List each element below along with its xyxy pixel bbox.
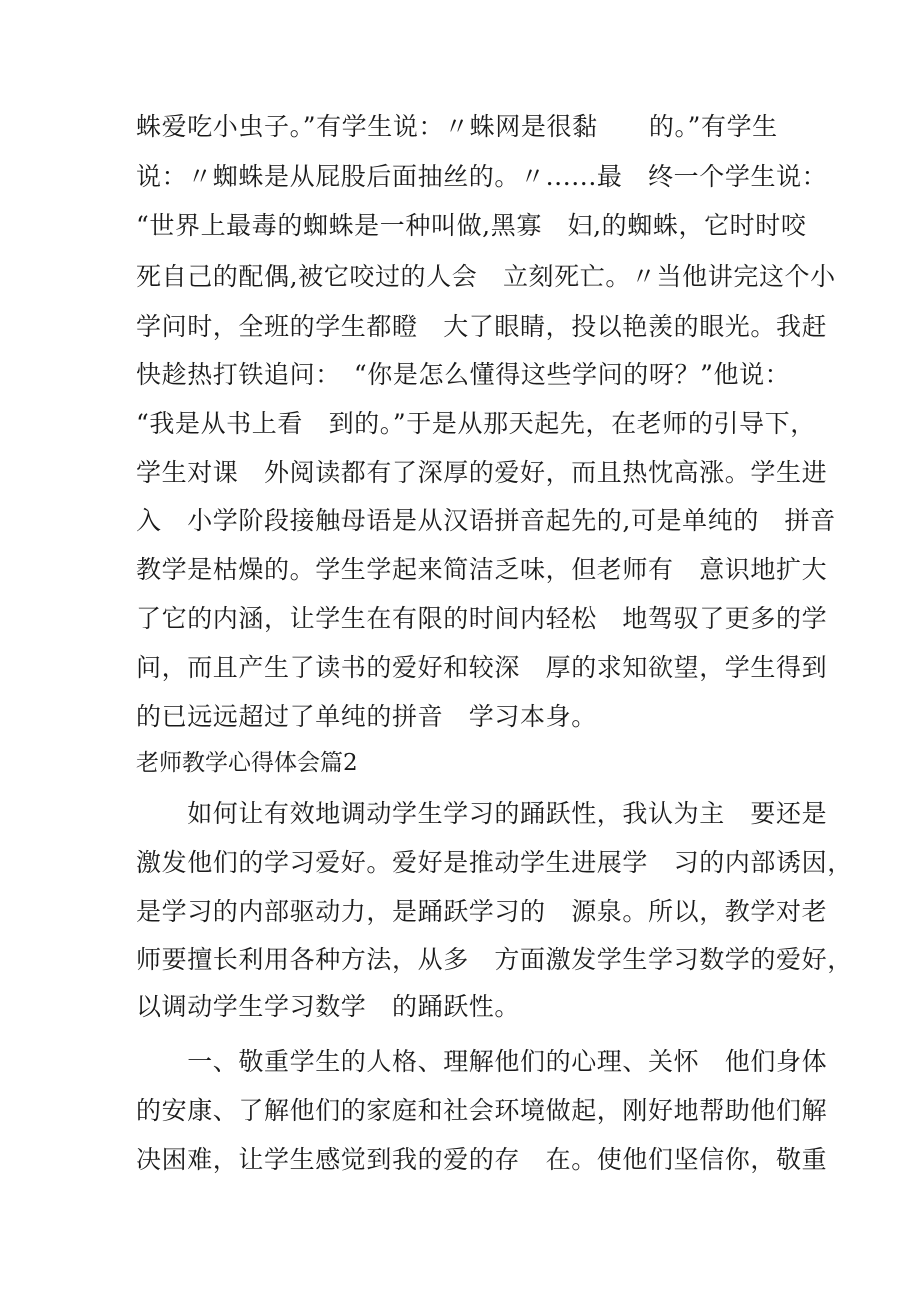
text-line: 入 小学阶段接触母语是从汉语拼音起先的,可是单纯的 拼音 [136, 506, 836, 535]
section-heading: 老师教学心得体会篇2 [136, 750, 358, 776]
text-line: 激发他们的学习爱好。爱好是推动学生进展学 习的内部诱因， [136, 848, 853, 877]
text-line: 决困难，让学生感觉到我的爱的存 在。使他们坚信你，敬重 [136, 1145, 828, 1174]
text-line: 师要擅长利用各种方法，从多 方面激发学生学习数学的爱好， [136, 945, 853, 974]
text-line: 是学习的内部驱动力，是踊跃学习的 源泉。所以，教学对老 [136, 897, 828, 926]
text-line: “世界上最毒的蜘蛛是一种叫做,黑寡 妇,的蜘蛛，它时时咬 [136, 211, 807, 240]
text-line: 的安康、了解他们的家庭和社会环境做起，刚好地帮助他们解 [136, 1096, 828, 1125]
text-line: 教学是枯燥的。学生学起来简洁乏味，但老师有 意识地扩大 [136, 555, 828, 584]
text-line: 说：〃蜘蛛是从屁股后面抽丝的。〃......最 终一个学生说： [136, 162, 828, 191]
text-line: 学问时，全班的学生都瞪 大了眼睛，投以艳羡的眼光。我赶 [136, 312, 828, 341]
text-line: 死自己的配偶,被它咬过的人会 立刻死亡。〃当他讲完这个小 [136, 262, 836, 291]
text-line: 一、敬重学生的人格、理解他们的心理、关怀 他们身体 [136, 1047, 828, 1076]
text-line: 了它的内涵，让学生在有限的时间内轻松 地驾驭了更多的学 [136, 604, 828, 633]
text-line: 快趁热打铁追问： “你是怎么懂得这些学问的呀？”他说： [136, 360, 791, 389]
text-line: 如何让有效地调动学生学习的踊跃性，我认为主 要还是 [136, 799, 828, 828]
text-line: “我是从书上看 到的。”于是从那天起先，在老师的引导下， [136, 409, 816, 438]
text-line: 学生对课 外阅读都有了深厚的爱好，而且热忱高涨。学生进 [136, 458, 828, 487]
text-line: 问，而且产生了读书的爱好和较深 厚的求知欲望，学生得到 [136, 653, 828, 682]
text-line: 蛛爱吃小虫子。”有学生说：〃蛛网是很黏 的。”有学生 [136, 112, 778, 141]
text-line: 的已远远超过了单纯的拼音 学习本身。 [136, 702, 597, 731]
text-line: 以调动学生学习数学 的踊跃性。 [136, 992, 521, 1021]
